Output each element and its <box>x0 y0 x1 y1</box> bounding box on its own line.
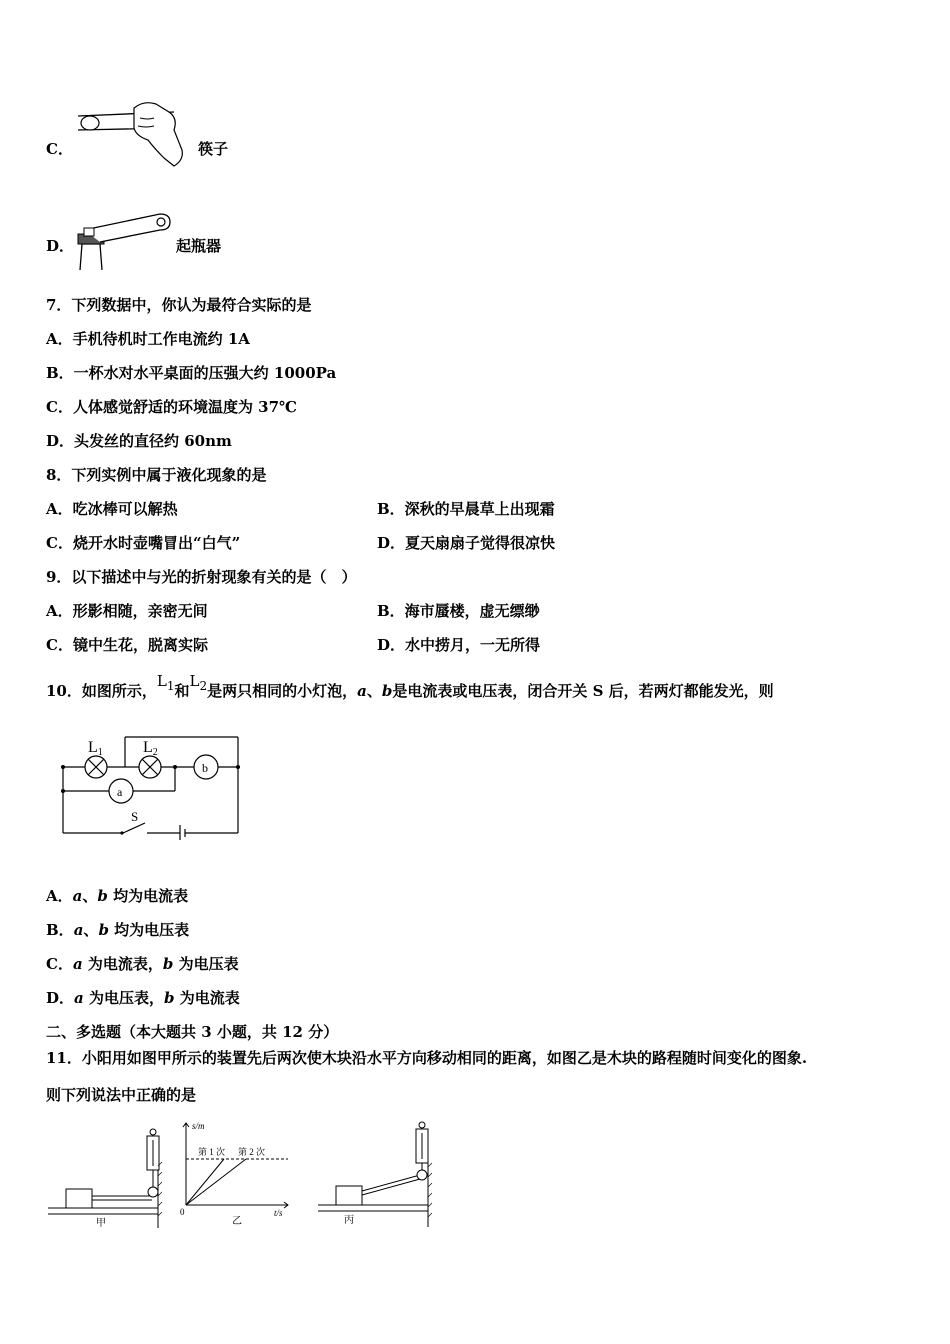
q11-stem-line1: 11．小阳用如图甲所示的装置先后两次使木块沿水平方向移动相同的距离，如图乙是木块的路程随时间变化的图象. <box>46 1049 808 1067</box>
q11-stem-line2: 则下列说法中正确的是 <box>46 1086 197 1104</box>
q6-option-c-label: C． <box>46 140 73 158</box>
chopsticks-illustration <box>74 98 194 173</box>
q6-option-c-name: 筷子 <box>198 140 229 158</box>
q8-option-d: D．夏天扇扇子觉得很凉快 <box>377 534 556 552</box>
q7-option-c: C．人体感觉舒适的环境温度为 37℃ <box>46 398 298 416</box>
circuit-diagram <box>55 730 250 840</box>
q7-option-a: A．手机待机时工作电流约 1A <box>46 330 250 348</box>
q10-option-a: A．a、b 均为电流表 <box>46 887 189 905</box>
graph-y-label: s/m <box>192 1121 205 1131</box>
q10-option-c: C．a 为电流表，b 为电压表 <box>46 955 239 973</box>
figure-bing-label: 丙 <box>344 1215 354 1226</box>
q9-option-a: A．形影相随，亲密无间 <box>46 602 208 620</box>
q9-option-d: D．水中捞月，一无所得 <box>377 636 541 654</box>
q8-option-c: C．烧开水时壶嘴冒出“白气” <box>46 534 241 552</box>
figure-yi-label: 乙 <box>232 1216 242 1227</box>
q6-option-d-label: D． <box>46 237 75 255</box>
meter-b-label: b <box>202 761 208 775</box>
q9-stem: 9．以下描述中与光的折射现象有关的是（ ） <box>46 568 357 586</box>
meter-a-label: a <box>117 785 123 799</box>
section-title: 二、多选题（本大题共 3 小题，共 12 分） <box>46 1023 339 1041</box>
lamp-l1-label: L1 <box>88 739 103 758</box>
bottle-opener-illustration <box>70 208 175 273</box>
switch-label: S <box>131 809 139 824</box>
figure-bing <box>316 1117 441 1229</box>
q9-option-b: B．海市蜃楼，虚无缥缈 <box>377 602 540 620</box>
q7-stem: 7．下列数据中，你认为最符合实际的是 <box>46 296 312 314</box>
q8-option-b: B．深秋的早晨草上出现霜 <box>377 500 555 518</box>
figure-jia <box>46 1120 171 1230</box>
q10-option-b: B．a、b 均为电压表 <box>46 921 190 939</box>
q6-option-d-name: 起瓶器 <box>176 237 222 255</box>
lamp-l2-label: L2 <box>143 739 158 758</box>
q8-stem: 8．下列实例中属于液化现象的是 <box>46 466 267 484</box>
graph-x-label: t/s <box>274 1208 283 1218</box>
figure-jia-label: 甲 <box>96 1218 106 1229</box>
q10-option-d: D．a 为电压表，b 为电流表 <box>46 989 240 1007</box>
graph-line2-label: 第 2 次 <box>238 1147 266 1157</box>
q10-stem: 10．如图所示，$L_1$和$L_2$是两只相同的小灯泡，a、b是电流表或电压表，闭合开关 S 后，若两灯都能发光，则 <box>46 672 774 700</box>
q8-option-a: A．吃冰棒可以解热 <box>46 500 178 518</box>
q7-option-b: B．一杯水对水平桌面的压强大约 1000Pa <box>46 364 337 382</box>
q9-option-c: C．镜中生花，脱离实际 <box>46 636 208 654</box>
q7-option-d: D．头发丝的直径约 60nm <box>46 432 232 450</box>
graph-origin-label: 0 <box>180 1207 185 1217</box>
graph-line1-label: 第 1 次 <box>198 1147 226 1157</box>
figure-yi-graph <box>176 1117 296 1229</box>
